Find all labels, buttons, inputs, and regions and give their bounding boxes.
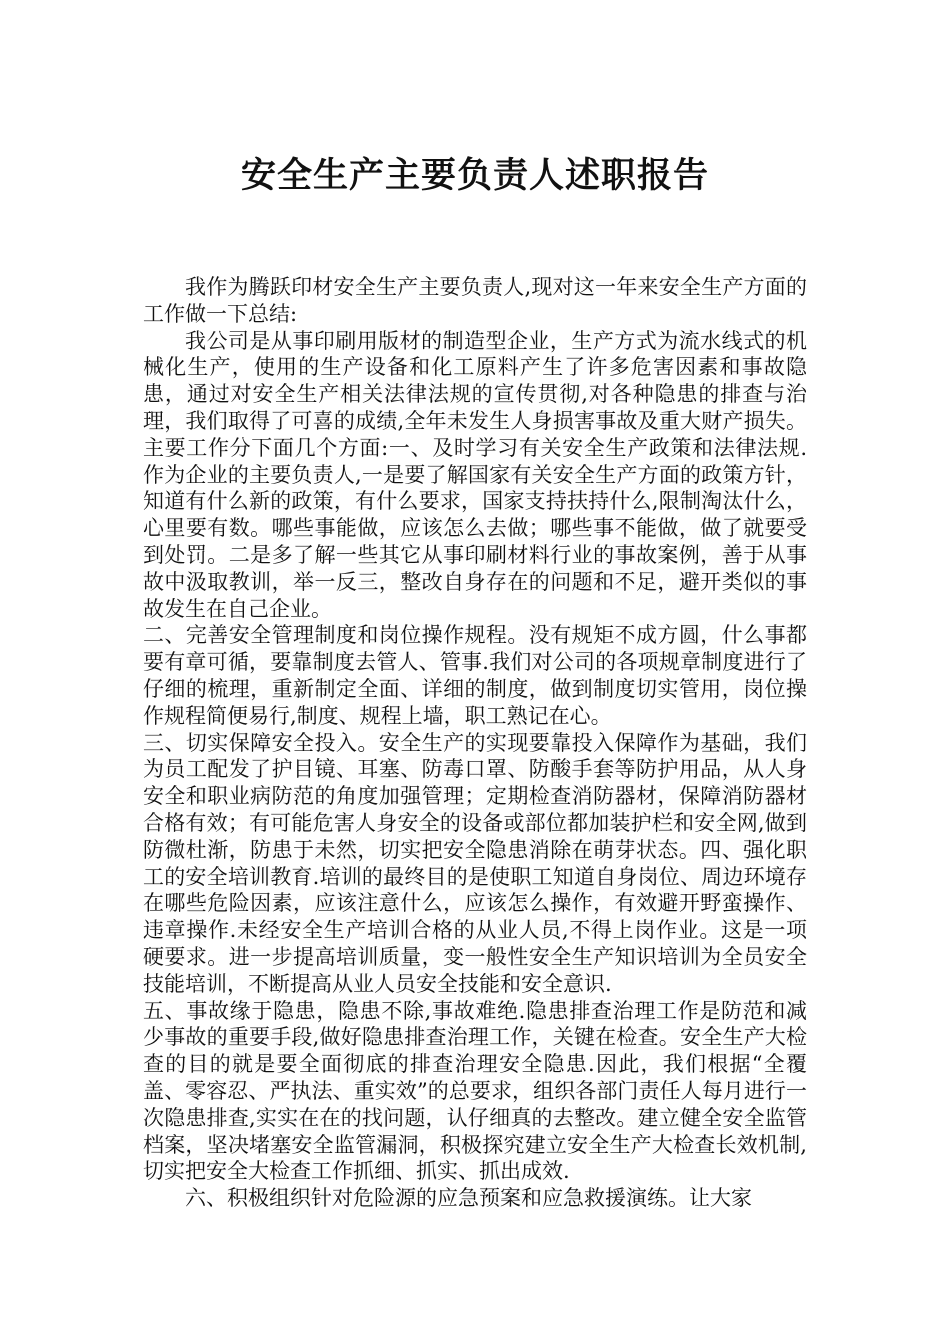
- paragraph-section-6: 六、积极组织针对危险源的应急预案和应急救援演练。让大家: [185, 1186, 752, 1211]
- paragraph-section-3-4: 三、切实保障安全投入。安全生产的实现要靠投入保障作为基础，我们为员工配发了护目镜、耳塞、防毒口罩、防酸手套等防护用品，从人身安全和职业病防范的角度加强管理；定期检查消防器材，保障消防器材合格有效；有可能危害人身安全的设备或部位都加装护栏和安全网,做到防微杜渐，防患于未然，切实把安全隐患消除在萌芽状态。四、强化职工的安全培训教育.培训的最终目的是使职工知道自身岗位、周边环境存在哪些危险因素，应该注意什么，应该怎么操作，有效避开野蛮操作、违章操作.未经安全生产培训合格的从业人员,不得上岗作业。这是一项硬要求。进一步提高培训质量，变一般性安全生产知识培训为全员安全技能培训，不断提高从业人员安全技能和安全意识.: [143, 730, 807, 996]
- paragraph-section-2: 二、完善安全管理制度和岗位操作规程。没有规矩不成方圆，什么事都要有章可循，要靠制度去管人、管事.我们对公司的各项规章制度进行了仔细的梳理，重新制定全面、详细的制度，做到制度切实管用，岗位操作规程简便易行,制度、规程上墙，职工熟记在心。: [143, 623, 807, 728]
- document-body: [143, 274, 807, 1212]
- paragraph-intro: 我作为腾跃印材安全生产主要负责人,现对这一年来安全生产方面的工作做一下总结:: [143, 275, 807, 326]
- paragraph-company-overview: 我公司是从事印刷用版材的制造型企业，生产方式为流水线式的机械化生产，使用的生产设备和化工原料产生了许多危害因素和事故隐患，通过对安全生产相关法律法规的宣传贯彻,对各种隐患的排查与治理，我们取得了可喜的成绩,全年未发生人身损害事故及重大财产损失。主要工作分下面几个方面:一、及时学习有关安全生产政策和法律法规.作为企业的主要负责人,一是要了解国家有关安全生产方面的政策方针，知道有什么新的政策，有什么要求，国家支持扶持什么,限制淘汰什么，心里要有数。哪些事能做，应该怎么去做；哪些事不能做，做了就要受到处罚。二是多了解一些其它从事印刷材料行业的事故案例，善于从事故中汲取教训，举一反三，整改自身存在的问题和不足，避开类似的事故发生在自己企业。: [143, 328, 807, 621]
- paragraph-section-5: 五、事故缘于隐患，隐患不除,事故难绝.隐患排查治理工作是防范和减少事故的重要手段,做好隐患排查治理工作，关键在检查。安全生产大检查的目的就是要全面彻底的排查治理安全隐患.因此，我们根据“全覆盖、零容忍、严执法、重实效”的总要求，组织各部门责任人每月进行一次隐患排查,实实在在的找问题，认仔细真的去整改。建立健全安全监管档案，坚决堵塞安全监管漏洞，积极探究建立安全生产大检查长效机制,切实把安全大检查工作抓细、抓实、抓出成效.: [143, 998, 807, 1184]
- document-title: 安全生产主要负责人述职报告: [240, 155, 709, 196]
